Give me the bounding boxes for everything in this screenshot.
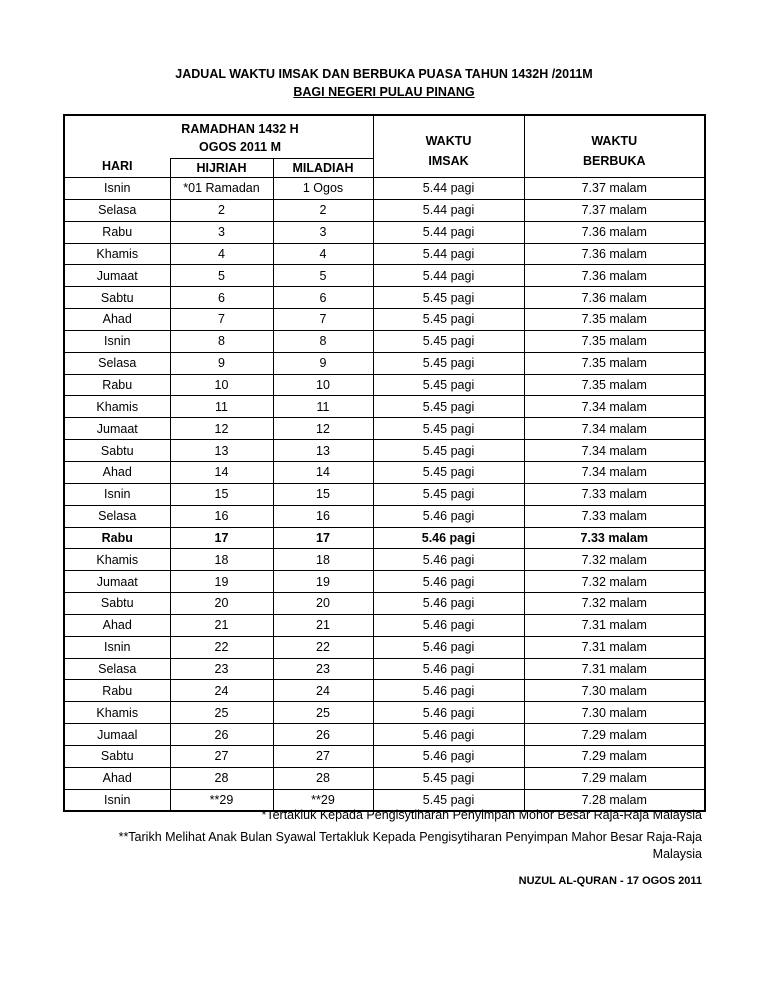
- table-row: [64, 461, 705, 483]
- hijriah-cell: 17: [170, 527, 273, 549]
- miladiah-cell: 16: [273, 505, 373, 527]
- miladiah-cell: 14: [273, 461, 373, 483]
- imsak-cell: 5.46 pagi: [373, 593, 524, 615]
- imsak-cell: 5.45 pagi: [373, 461, 524, 483]
- imsak-cell: 5.45 pagi: [373, 287, 524, 309]
- miladiah-cell: 19: [273, 571, 373, 593]
- table-row: [64, 636, 705, 658]
- berbuka-cell: 7.28 malam: [524, 789, 705, 811]
- table-row: [64, 396, 705, 418]
- miladiah-cell: 6: [273, 287, 373, 309]
- hari-cell: Jumaat: [64, 265, 170, 287]
- berbuka-cell: 7.35 malam: [524, 309, 705, 331]
- berbuka-cell: 7.34 malam: [524, 461, 705, 483]
- miladiah-cell: **29: [273, 789, 373, 811]
- imsak-cell: 5.45 pagi: [373, 396, 524, 418]
- hijriah-cell: 9: [170, 352, 273, 374]
- imsak-cell: 5.45 pagi: [373, 483, 524, 505]
- hijriah-cell: 4: [170, 243, 273, 265]
- table-row: [64, 330, 705, 352]
- hari-cell: Ahad: [64, 767, 170, 789]
- miladiah-cell: 8: [273, 330, 373, 352]
- miladiah-cell: 23: [273, 658, 373, 680]
- berbuka-cell: 7.33 malam: [524, 527, 705, 549]
- berbuka-cell: 7.30 malam: [524, 702, 705, 724]
- hari-cell: Sabtu: [64, 287, 170, 309]
- hijriah-header: HIJRIAH: [170, 159, 273, 178]
- hari-cell: Isnin: [64, 789, 170, 811]
- hijriah-cell: 28: [170, 767, 273, 789]
- hari-header: HARI: [101, 159, 133, 173]
- hari-cell: Selasa: [64, 199, 170, 221]
- hari-cell: Sabtu: [64, 745, 170, 767]
- miladiah-cell: 2: [273, 199, 373, 221]
- table-row: [64, 352, 705, 374]
- table-row: [64, 483, 705, 505]
- hijriah-cell: 7: [170, 309, 273, 331]
- hari-cell: Isnin: [64, 178, 170, 200]
- imsak-cell: 5.45 pagi: [373, 330, 524, 352]
- imsak-cell: 5.46 pagi: [373, 636, 524, 658]
- hijriah-cell: 11: [170, 396, 273, 418]
- miladiah-cell: 18: [273, 549, 373, 571]
- berbuka-cell: 7.35 malam: [524, 352, 705, 374]
- imsak-cell: 5.45 pagi: [373, 309, 524, 331]
- hijriah-cell: 16: [170, 505, 273, 527]
- document-title: JADUAL WAKTU IMSAK DAN BERBUKA PUASA TAHUN 1432H /2011M: [175, 67, 593, 81]
- berbuka-cell: 7.36 malam: [524, 287, 705, 309]
- waktu-berbuka-label1: WAKTU: [591, 133, 638, 148]
- imsak-cell: 5.44 pagi: [373, 199, 524, 221]
- hari-cell: Ahad: [64, 614, 170, 636]
- imsak-cell: 5.46 pagi: [373, 571, 524, 593]
- miladiah-cell: 25: [273, 702, 373, 724]
- berbuka-cell: 7.35 malam: [524, 330, 705, 352]
- miladiah-cell: 17: [273, 527, 373, 549]
- miladiah-cell: 26: [273, 724, 373, 746]
- table-row: [64, 571, 705, 593]
- waktu-berbuka-header: [524, 115, 705, 178]
- table-row: [64, 178, 705, 200]
- hijriah-cell: 18: [170, 549, 273, 571]
- table-row: [64, 593, 705, 615]
- table-row: [64, 614, 705, 636]
- berbuka-cell: 7.31 malam: [524, 636, 705, 658]
- berbuka-cell: 7.37 malam: [524, 199, 705, 221]
- hijriah-cell: 27: [170, 745, 273, 767]
- table-row: [64, 702, 705, 724]
- miladiah-cell: 22: [273, 636, 373, 658]
- imsak-cell: 5.45 pagi: [373, 767, 524, 789]
- schedule-table: [63, 114, 706, 812]
- miladiah-cell: 15: [273, 483, 373, 505]
- hari-cell: Selasa: [64, 352, 170, 374]
- hari-cell: Khamis: [64, 396, 170, 418]
- berbuka-cell: 7.35 malam: [524, 374, 705, 396]
- table-row: [64, 505, 705, 527]
- berbuka-cell: 7.34 malam: [524, 396, 705, 418]
- berbuka-cell: 7.37 malam: [524, 178, 705, 200]
- miladiah-cell: 7: [273, 309, 373, 331]
- imsak-cell: 5.44 pagi: [373, 243, 524, 265]
- imsak-cell: 5.46 pagi: [373, 658, 524, 680]
- miladiah-cell: 3: [273, 221, 373, 243]
- table-row: [64, 767, 705, 789]
- imsak-cell: 5.46 pagi: [373, 549, 524, 571]
- miladiah-cell: 27: [273, 745, 373, 767]
- imsak-cell: 5.45 pagi: [373, 374, 524, 396]
- imsak-cell: 5.44 pagi: [373, 221, 524, 243]
- hijriah-cell: 3: [170, 221, 273, 243]
- hari-cell: Rabu: [64, 221, 170, 243]
- imsak-cell: 5.45 pagi: [373, 352, 524, 374]
- miladiah-header: MILADIAH: [273, 159, 373, 178]
- miladiah-cell: 9: [273, 352, 373, 374]
- miladiah-cell: 10: [273, 374, 373, 396]
- hijriah-cell: 15: [170, 483, 273, 505]
- hari-cell: Rabu: [64, 680, 170, 702]
- hijriah-cell: 12: [170, 418, 273, 440]
- miladiah-cell: 11: [273, 396, 373, 418]
- hari-cell: Ahad: [64, 309, 170, 331]
- document-subtitle: BAGI NEGERI PULAU PINANG: [293, 85, 475, 99]
- hijriah-cell: 24: [170, 680, 273, 702]
- berbuka-cell: 7.31 malam: [524, 614, 705, 636]
- berbuka-cell: 7.32 malam: [524, 571, 705, 593]
- table-row: [64, 418, 705, 440]
- waktu-imsak-label2: IMSAK: [428, 153, 469, 168]
- berbuka-cell: 7.33 malam: [524, 483, 705, 505]
- berbuka-cell: 7.36 malam: [524, 221, 705, 243]
- hari-cell: Sabtu: [64, 440, 170, 462]
- berbuka-cell: 7.29 malam: [524, 745, 705, 767]
- miladiah-cell: 28: [273, 767, 373, 789]
- table-row: [64, 658, 705, 680]
- table-row: [64, 549, 705, 571]
- hijriah-cell: *01 Ramadan: [170, 178, 273, 200]
- berbuka-cell: 7.33 malam: [524, 505, 705, 527]
- hijriah-cell: 20: [170, 593, 273, 615]
- table-row: [64, 440, 705, 462]
- imsak-cell: 5.45 pagi: [373, 440, 524, 462]
- imsak-cell: 5.46 pagi: [373, 680, 524, 702]
- waktu-berbuka-label2: BERBUKA: [583, 153, 646, 168]
- miladiah-cell: 12: [273, 418, 373, 440]
- hari-cell: Selasa: [64, 505, 170, 527]
- berbuka-cell: 7.29 malam: [524, 767, 705, 789]
- hari-cell: Isnin: [64, 330, 170, 352]
- hijriah-cell: 25: [170, 702, 273, 724]
- ramadhan-label: RAMADHAN 1432 H: [181, 122, 299, 136]
- waktu-imsak-label1: WAKTU: [425, 133, 472, 148]
- berbuka-cell: 7.32 malam: [524, 593, 705, 615]
- berbuka-cell: 7.34 malam: [524, 418, 705, 440]
- hijriah-cell: 13: [170, 440, 273, 462]
- miladiah-cell: 13: [273, 440, 373, 462]
- hijriah-cell: 10: [170, 374, 273, 396]
- nuzul-footer: NUZUL AL-QURAN - 17 OGOS 2011: [518, 875, 702, 887]
- berbuka-cell: 7.32 malam: [524, 549, 705, 571]
- miladiah-cell: 24: [273, 680, 373, 702]
- imsak-cell: 5.46 pagi: [373, 527, 524, 549]
- berbuka-cell: 7.29 malam: [524, 724, 705, 746]
- table-row: [64, 287, 705, 309]
- imsak-cell: 5.46 pagi: [373, 505, 524, 527]
- table-row: [64, 745, 705, 767]
- hijriah-cell: 26: [170, 724, 273, 746]
- table-row: [64, 221, 705, 243]
- imsak-cell: 5.44 pagi: [373, 265, 524, 287]
- berbuka-cell: 7.36 malam: [524, 243, 705, 265]
- miladiah-cell: 5: [273, 265, 373, 287]
- hari-cell: Selasa: [64, 658, 170, 680]
- hijriah-cell: 22: [170, 636, 273, 658]
- berbuka-cell: 7.31 malam: [524, 658, 705, 680]
- miladiah-cell: 4: [273, 243, 373, 265]
- ramadhan-ogos-header: [170, 115, 373, 159]
- hari-header-cell: [64, 115, 170, 178]
- hari-cell: Sabtu: [64, 593, 170, 615]
- footnote-1: *Tertakluk Kepada Pengisytiharan Penyimpan Mohor Besar Raja-Raja Malaysia: [261, 808, 702, 822]
- berbuka-cell: 7.30 malam: [524, 680, 705, 702]
- table-row: [64, 199, 705, 221]
- miladiah-cell: 20: [273, 593, 373, 615]
- table-row: [64, 680, 705, 702]
- hari-cell: Isnin: [64, 636, 170, 658]
- berbuka-cell: 7.34 malam: [524, 440, 705, 462]
- imsak-cell: 5.45 pagi: [373, 789, 524, 811]
- hari-cell: Rabu: [64, 527, 170, 549]
- table-row: [64, 527, 705, 549]
- hari-cell: Khamis: [64, 243, 170, 265]
- berbuka-cell: 7.36 malam: [524, 265, 705, 287]
- hari-cell: Khamis: [64, 702, 170, 724]
- hijriah-cell: 14: [170, 461, 273, 483]
- waktu-imsak-header: [373, 115, 524, 178]
- hari-cell: Khamis: [64, 549, 170, 571]
- hijriah-cell: 19: [170, 571, 273, 593]
- footnote-2: **Tarikh Melihat Anak Bulan Syawal Tertakluk Kepada Pengisytiharan Penyimpan Mahor Besar Raja-Raja Malaysia: [118, 830, 702, 861]
- table-row: [64, 309, 705, 331]
- hari-cell: Jumaal: [64, 724, 170, 746]
- table-row: [64, 243, 705, 265]
- imsak-cell: 5.46 pagi: [373, 745, 524, 767]
- miladiah-cell: 21: [273, 614, 373, 636]
- hari-cell: Isnin: [64, 483, 170, 505]
- imsak-cell: 5.46 pagi: [373, 724, 524, 746]
- hari-cell: Rabu: [64, 374, 170, 396]
- hari-cell: Jumaat: [64, 571, 170, 593]
- table-row: [64, 724, 705, 746]
- hari-cell: Ahad: [64, 461, 170, 483]
- hijriah-cell: 8: [170, 330, 273, 352]
- imsak-cell: 5.45 pagi: [373, 418, 524, 440]
- ogos-label: OGOS 2011 M: [199, 140, 281, 154]
- hijriah-cell: 21: [170, 614, 273, 636]
- imsak-cell: 5.44 pagi: [373, 178, 524, 200]
- hijriah-cell: **29: [170, 789, 273, 811]
- hijriah-cell: 23: [170, 658, 273, 680]
- hari-cell: Jumaat: [64, 418, 170, 440]
- miladiah-cell: 1 Ogos: [273, 178, 373, 200]
- table-row: [64, 374, 705, 396]
- imsak-cell: 5.46 pagi: [373, 614, 524, 636]
- table-row: [64, 265, 705, 287]
- imsak-cell: 5.46 pagi: [373, 702, 524, 724]
- hijriah-cell: 2: [170, 199, 273, 221]
- hijriah-cell: 5: [170, 265, 273, 287]
- hijriah-cell: 6: [170, 287, 273, 309]
- schedule-body: [64, 178, 705, 811]
